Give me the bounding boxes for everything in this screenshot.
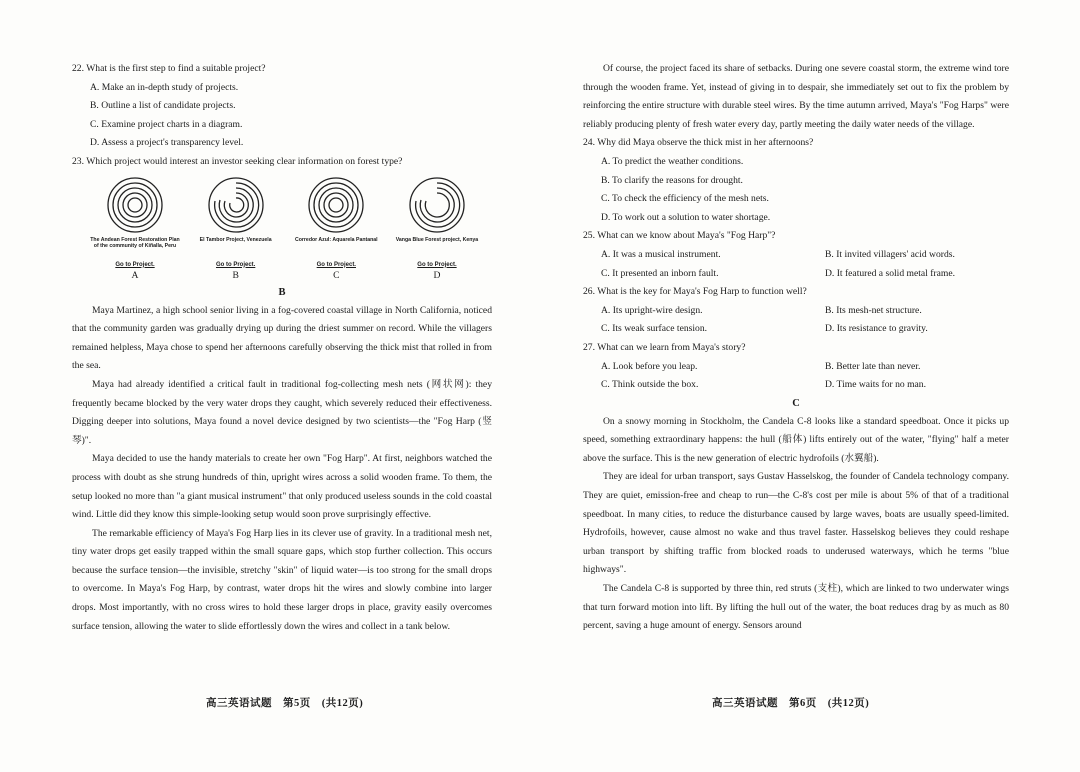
passage-c-paragraph-2: They are ideal for urban transport, says Gustav Hasselskog, the founder of Candela technology company. They are quiet, emission-free and cheap to run—the C-8's cost per mile is about 5% of that of a traditional speedboat. In many cities, to reduce the disturbance caused by large waves, boats are usually speed-limited. Hydrofoils, however, cause almost no wake and thus travel faster. Hasselskog believes they could reshape urban transport by shifting traffic from blocked roads to underused waterways, which he terms "blue highways". — [583, 471, 1009, 576]
q27-option-c: C. Think outside the box. — [601, 379, 699, 391]
question-22: 22. What is the first step to find a suitable project? — [72, 63, 266, 74]
go-to-project-link[interactable]: Go to Project. — [215, 261, 256, 268]
q25-options-row-2 — [601, 265, 1009, 284]
q24-option-b: B. To clarify the reasons for drought. — [601, 174, 743, 186]
passage-c-paragraph-1: On a snowy morning in Stockholm, the Candela C-8 looks like a standard speedboat. Once it picks up speed, something extraordinary happens: the hull (船体) lifts entirely out of the water, "flying" half a meter above the surface. This is the new generation of electric hydrofoils (水翼船). — [583, 415, 1009, 464]
question-25: 25. What can we know about Maya's "Fog Harp"? — [583, 230, 776, 242]
q26-option-d: D. Its resistance to gravity. — [825, 323, 928, 335]
passage-b-paragraph-4: The remarkable efficiency of Maya's Fog Harp lies in its clever use of gravity. In a traditional mesh net, tiny water drops get easily trapped within the small square gaps, which stop further collection. This occurs because the surface tension—the invisible, stretchy "skin" of liquid water—is too strong for the small drops to overcome. In Maya's Fog Harp, by contrast, water drops hit the wires and slowly combine into larger drops. Most importantly, with no cross wires to hold these larger drops in place, gravity easily overcomes surface tension, allowing the water to slide effortlessly down the wires and collect in a tank below. — [72, 527, 492, 632]
passage-b-paragraph-1: Maya Martinez, a high school senior living in a fog-covered coastal village in North California, noticed that the community garden was gradually drying up during the driest summer on record. While the villagers remained helpless, Maya chose to spend her afternoons carefully observing the thick mist that rolled in from the sea. — [72, 304, 492, 372]
right-page-column — [583, 60, 1009, 636]
concentric-rings-icon — [307, 176, 365, 234]
q22-option-b: B. Outline a list of candidate projects. — [90, 100, 236, 112]
section-b-heading: B — [278, 286, 286, 298]
go-to-project-link[interactable]: Go to Project. — [417, 261, 457, 268]
project-a — [90, 176, 180, 282]
project-name: Vanga Blue Forest project, Kenya — [395, 236, 479, 243]
page-footer-right: 高三英语试题 第6页 (共12页) — [712, 698, 870, 709]
q25-option-b: B. It invited villagers' acid words. — [825, 248, 955, 260]
q24-option-c: C. To check the efficiency of the mesh nets. — [601, 193, 769, 205]
project-letter: A — [131, 269, 139, 281]
q24-option-a: A. To predict the weather conditions. — [601, 155, 744, 167]
q27-options-row-1 — [601, 358, 1009, 377]
q25-options-row-1 — [601, 246, 1009, 265]
go-to-project-link[interactable]: Go to Project. — [316, 261, 356, 268]
project-letter: D — [433, 269, 441, 281]
project-letter: C — [333, 269, 340, 281]
spiral-rings-icon — [408, 176, 466, 234]
q27-options-row-2 — [601, 376, 1009, 395]
q27-option-b: B. Better late than never. — [825, 360, 921, 372]
project-b — [191, 176, 281, 282]
q25-option-d: D. It featured a solid metal frame. — [825, 267, 955, 279]
question-27: 27. What can we learn from Maya's story? — [583, 341, 746, 353]
q25-option-a: A. It was a musical instrument. — [601, 248, 721, 260]
go-to-project-link[interactable]: Go to Project. — [115, 261, 155, 268]
q22-option-c: C. Examine project charts in a diagram. — [90, 118, 243, 130]
q26-options-row-2 — [601, 320, 1009, 339]
q25-option-c: C. It presented an inborn fault. — [601, 267, 719, 279]
project-c — [291, 176, 381, 282]
q27-option-a: A. Look before you leap. — [601, 360, 698, 372]
q24-option-d: D. To work out a solution to water shortage. — [601, 211, 771, 223]
q26-option-a: A. Its upright-wire design. — [601, 304, 703, 316]
passage-b-paragraph-5: Of course, the project faced its share of setbacks. During one severe coastal storm, the extreme wind tore through the wooden frame. Yet, instead of giving in to despair, she immediately set out to fix the problem by reinforcing the entire structure with durable steel wires. By the time autumn arrived, Maya's "Fog Harps" were reliably producing plenty of fresh water every day, partly meeting the daily water needs of the village. — [583, 63, 1009, 130]
section-c-heading: C — [792, 397, 800, 409]
q22-option-a: A. Make an in-depth study of projects. — [90, 81, 239, 93]
q26-option-c: C. Its weak surface tension. — [601, 323, 708, 335]
passage-c-paragraph-3: The Candela C-8 is supported by three thin, red struts (支柱), which are linked to two underwater wings that turn forward motion into lift. By lifting the hull out of the water, the boat reduces drag by as much as 80 percent, saving a huge amount of energy. Sensors around — [583, 583, 1009, 632]
question-24: 24. Why did Maya observe the thick mist in her afternoons? — [583, 137, 814, 149]
concentric-rings-icon — [106, 176, 164, 234]
project-d — [392, 176, 482, 282]
page-footer-left: 高三英语试题 第5页 (共12页) — [206, 698, 364, 709]
q26-option-b: B. Its mesh-net structure. — [825, 304, 922, 316]
q27-option-d: D. Time waits for no man. — [825, 379, 927, 391]
project-options — [90, 176, 482, 282]
passage-b-paragraph-2: Maya had already identified a critical fault in traditional fog-collecting mesh nets (网状网): they frequently became blocked by the very water drops they caught, which severely reduced their effectiveness. Digging deeper into solutions, Maya found a novel device designed by two scientists—the "Fog Harp (竖琴)". — [72, 378, 492, 446]
q22-option-d: D. Assess a project's transparency level. — [90, 137, 244, 149]
project-name: El Tambor Project, Venezuela — [199, 236, 272, 243]
project-letter: B — [232, 269, 239, 281]
project-name: The Andean Forest Restoration Plan of the community of Kiñalla, Peru — [90, 236, 180, 249]
spiral-rings-icon — [207, 176, 265, 234]
question-26: 26. What is the key for Maya's Fog Harp to function well? — [583, 286, 807, 298]
passage-b-paragraph-3: Maya decided to use the handy materials to create her own "Fog Harp". At first, neighbors watched the process with doubt as she strung hundreds of thin, upright wires across a solid wooden frame. To them, the setup looked no more than "a giant musical instrument" that only produced useless sounds in the cold coastal wind. Little did they know this simple-looking setup would soon prove surprisingly effective. — [72, 453, 492, 521]
project-name: Corredor Azul: Aquarela Pantanal — [294, 236, 378, 243]
q26-options-row-1 — [601, 302, 1009, 321]
question-23: 23. Which project would interest an investor seeking clear information on forest type? — [72, 155, 403, 167]
left-page-column — [72, 60, 492, 636]
